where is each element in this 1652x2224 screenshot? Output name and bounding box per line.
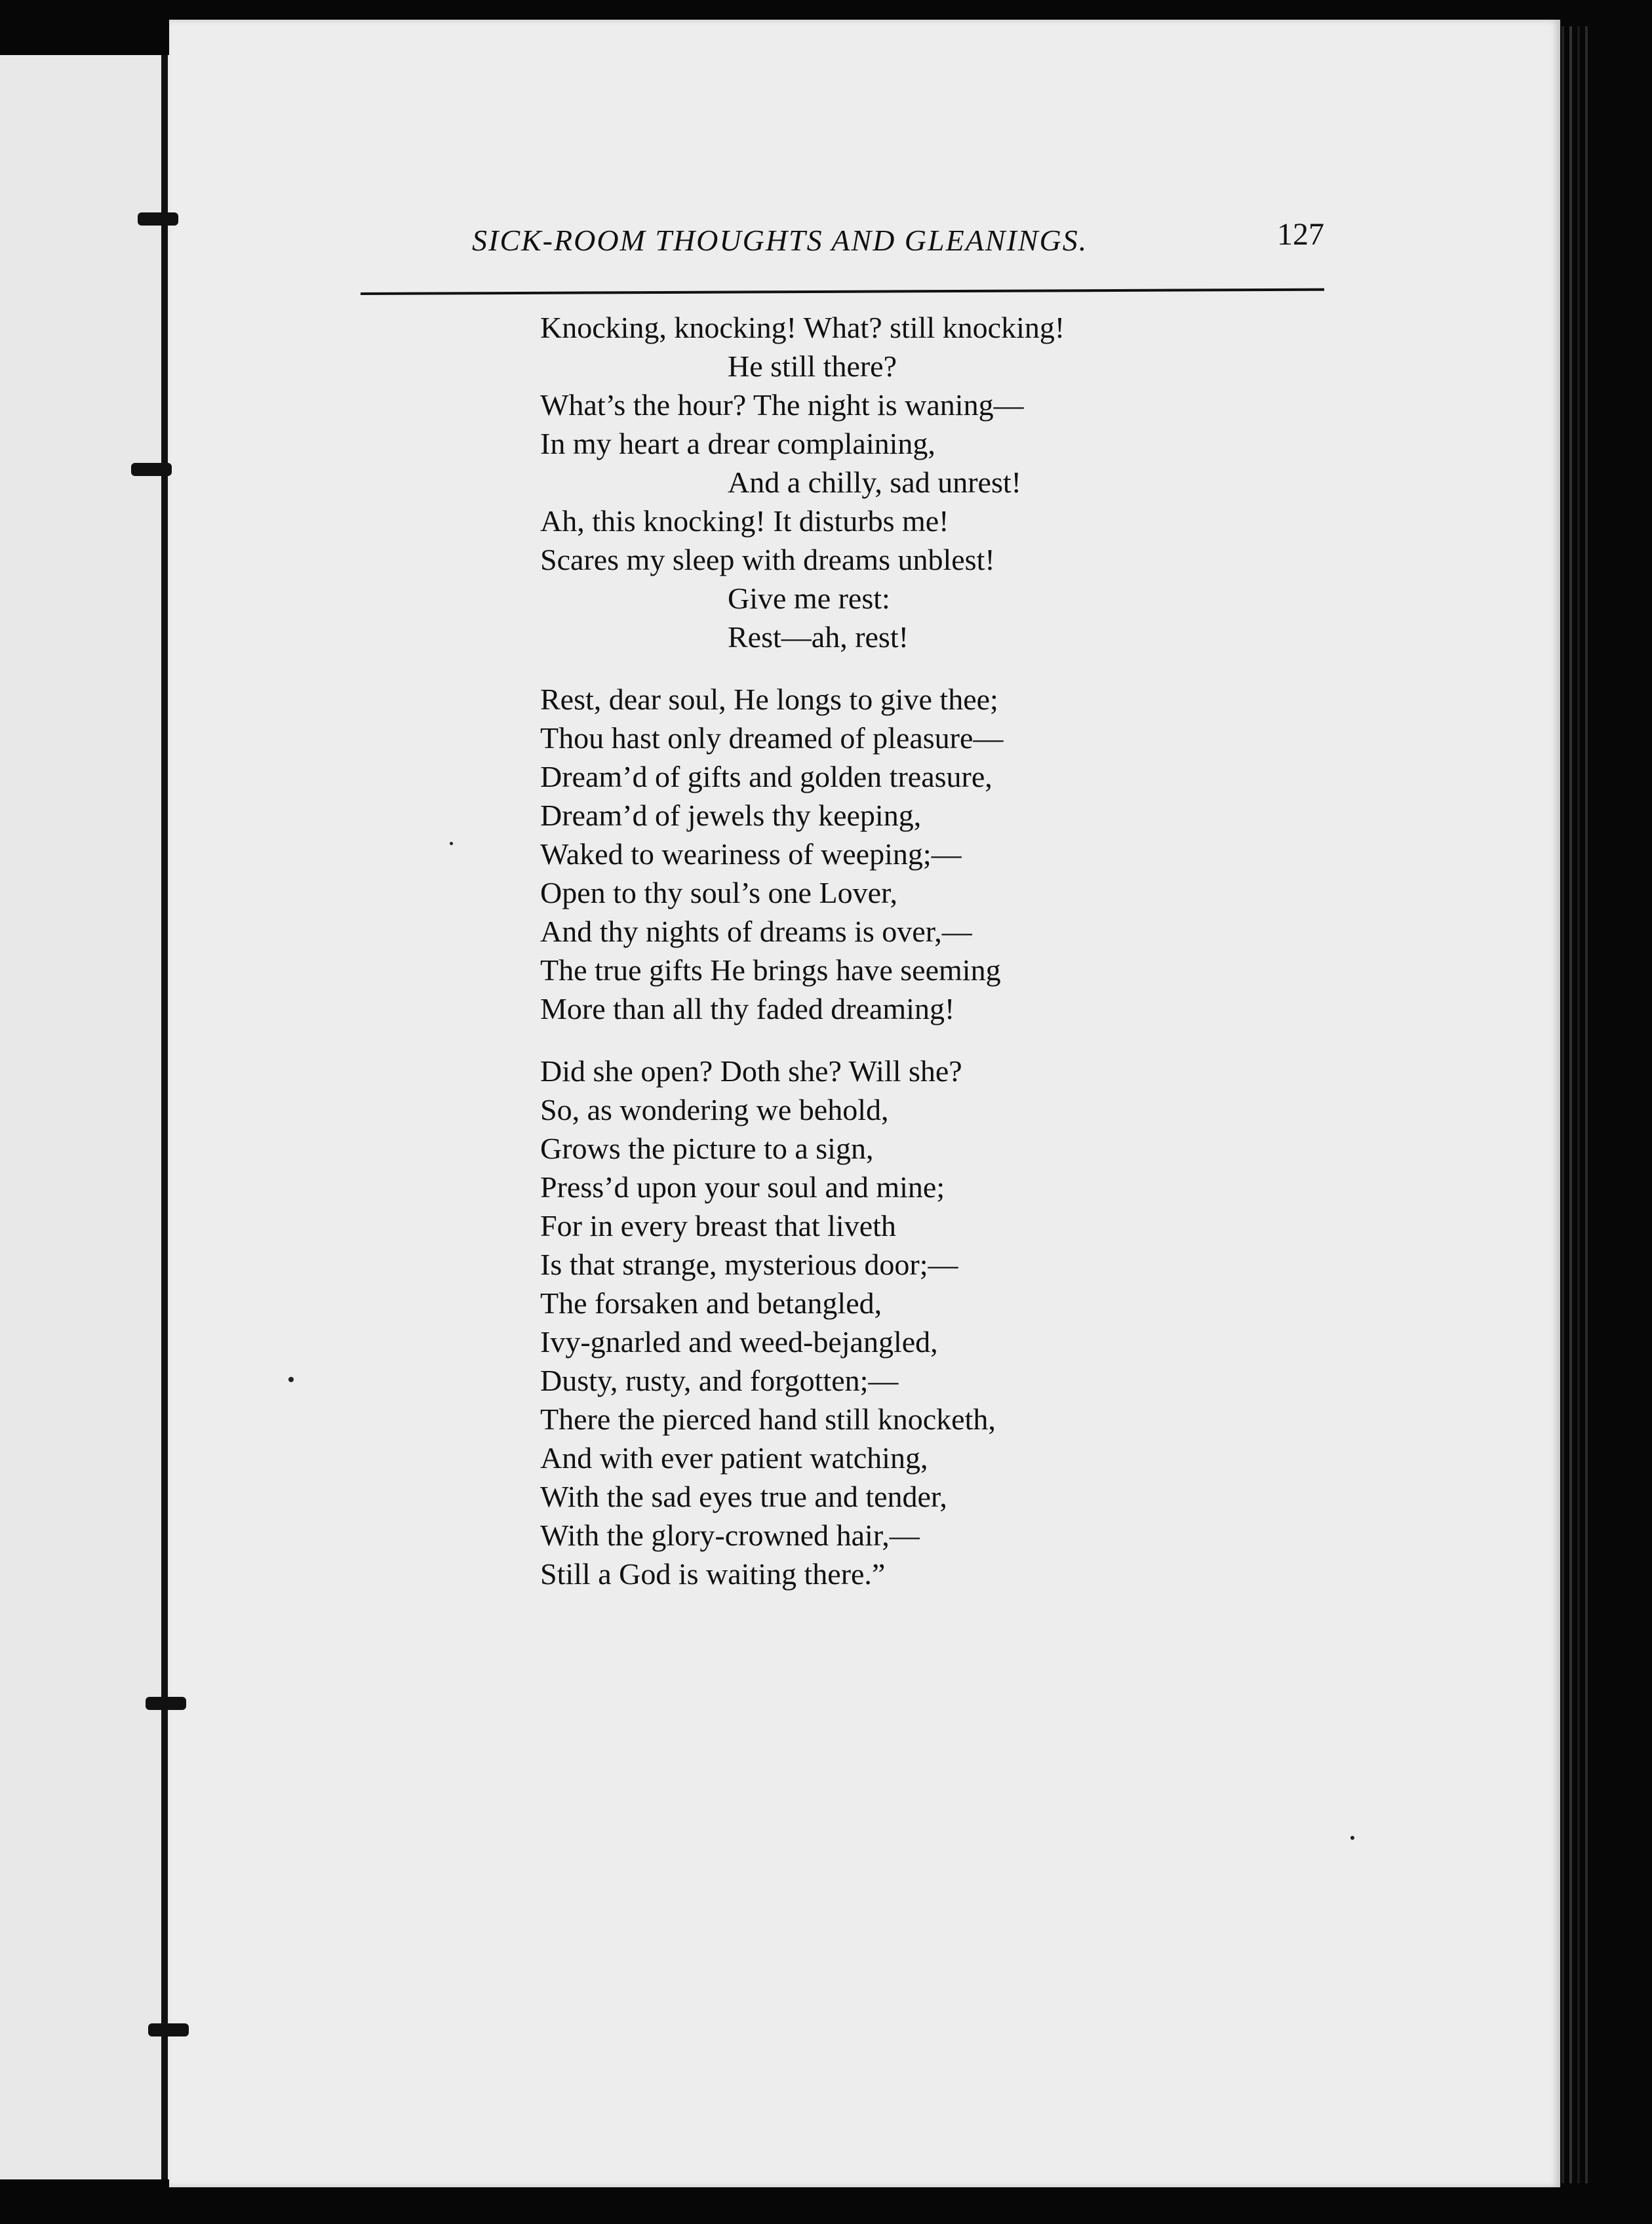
facing-page-edge bbox=[0, 55, 172, 2179]
poem-line: So, as wondering we behold, bbox=[540, 1093, 889, 1126]
poem-line: With the sad eyes true and tender, bbox=[540, 1480, 947, 1513]
poem-line: The true gifts He brings have seeming bbox=[540, 953, 1001, 987]
poem-line: Rest—ah, rest! bbox=[728, 620, 909, 654]
poem-line: What’s the hour? The night is waning— bbox=[540, 388, 1024, 422]
poem-line: With the glory-crowned hair,— bbox=[540, 1519, 920, 1552]
poem-line: Dream’d of gifts and golden treasure, bbox=[540, 760, 993, 793]
poem-line: He still there? bbox=[728, 349, 897, 383]
poem-stanza bbox=[540, 1052, 1301, 1593]
binding-thread bbox=[161, 55, 168, 2179]
poem-body bbox=[540, 308, 1301, 1617]
page-edge-line bbox=[1569, 26, 1572, 2183]
print-speck bbox=[450, 842, 453, 845]
poem-line: Waked to weariness of weeping;— bbox=[540, 837, 962, 871]
binding-stitch bbox=[148, 2023, 189, 2036]
poem-line: Open to thy soul’s one Lover, bbox=[540, 876, 897, 909]
poem-line: Dusty, rusty, and forgotten;— bbox=[540, 1364, 899, 1397]
page-edge-line bbox=[1577, 26, 1580, 2183]
poem-line: Knocking, knocking! What? still knocking! bbox=[540, 311, 1065, 344]
poem-line: Give me rest: bbox=[728, 582, 890, 615]
poem-line: Grows the picture to a sign, bbox=[540, 1132, 874, 1165]
poem-line: Still a God is waiting there.” bbox=[540, 1557, 886, 1591]
page-number: 127 bbox=[1277, 217, 1324, 252]
poem-line: Did she open? Doth she? Will she? bbox=[540, 1054, 962, 1088]
poem-line: Is that strange, mysterious door;— bbox=[540, 1248, 958, 1281]
poem-line: The forsaken and betangled, bbox=[540, 1286, 882, 1320]
binding-stitch bbox=[138, 212, 178, 226]
poem-line: Thou hast only dreamed of pleasure— bbox=[540, 721, 1004, 755]
poem-line: And a chilly, sad unrest! bbox=[728, 466, 1021, 499]
binding-stitch bbox=[131, 463, 172, 476]
poem-line: Rest, dear soul, He longs to give thee; bbox=[540, 683, 998, 716]
poem-line: In my heart a drear complaining, bbox=[540, 427, 935, 460]
page-edge-line bbox=[1585, 26, 1588, 2183]
poem-line: And with ever patient watching, bbox=[540, 1441, 928, 1475]
page-edge-line bbox=[1562, 26, 1564, 2183]
binding-stitch bbox=[146, 1697, 186, 1710]
print-speck bbox=[1350, 1836, 1354, 1840]
poem-stanza bbox=[540, 308, 1301, 656]
poem-line: More than all thy faded dreaming! bbox=[540, 992, 955, 1025]
page-header bbox=[472, 216, 1324, 275]
poem-line: For in every breast that liveth bbox=[540, 1209, 896, 1242]
running-title: SICK-ROOM THOUGHTS AND GLEANINGS. bbox=[472, 224, 1088, 257]
poem-line: Ah, this knocking! It disturbs me! bbox=[540, 504, 949, 538]
print-speck bbox=[288, 1377, 294, 1382]
poem-line: Scares my sleep with dreams unblest! bbox=[540, 543, 995, 576]
poem-line: And thy nights of dreams is over,— bbox=[540, 915, 972, 948]
poem-line: Ivy-gnarled and weed-bejangled, bbox=[540, 1325, 938, 1359]
poem-stanza bbox=[540, 680, 1301, 1028]
poem-line: There the pierced hand still knocketh, bbox=[540, 1402, 996, 1436]
poem-line: Press’d upon your soul and mine; bbox=[540, 1170, 945, 1204]
poem-line: Dream’d of jewels thy keeping, bbox=[540, 799, 922, 832]
